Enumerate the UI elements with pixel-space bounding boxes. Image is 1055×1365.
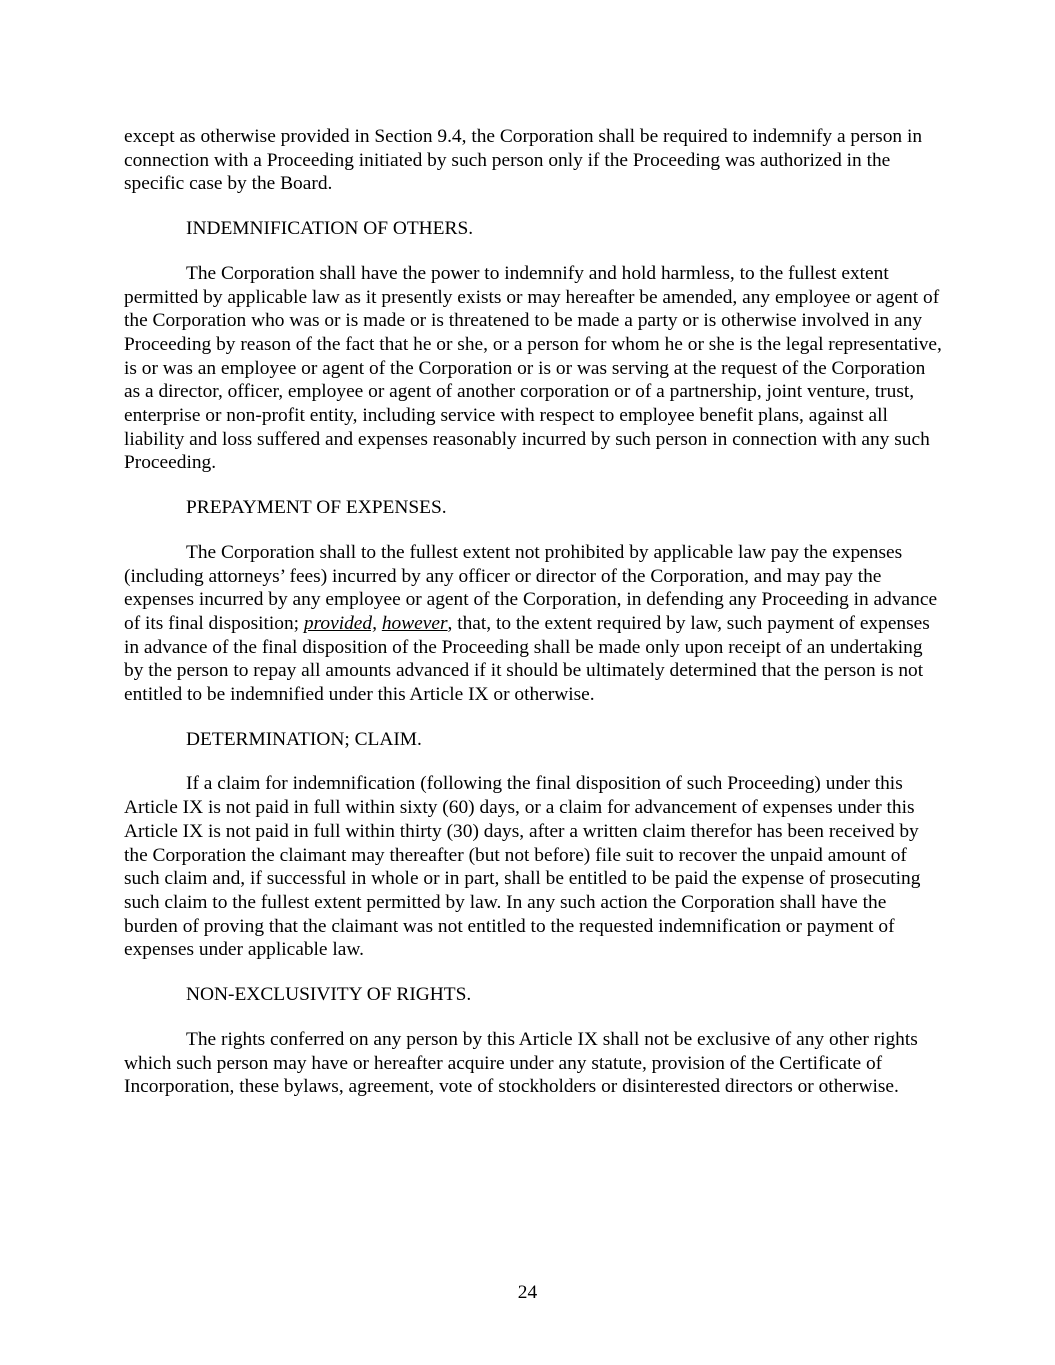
prepayment-text-part1: The Corporation shall to the fullest extent not prohibited by applicable law pay the expenses (including attorneys’ fees) incurred by any officer or director of the Corporation, and may pay the expenses incurred by any employee or agent of the Corporation, in defending any Proceeding in advance of its final disposition; [124, 541, 938, 634]
document-page [124, 125, 944, 1120]
page-number: 24 [517, 1282, 538, 1303]
paragraph-determination-claim: If a claim for indemnification (following the final disposition of such Proceeding) under this Article IX is not paid in full within sixty (60) days, or a claim for advancement of expenses under this Article IX is not paid in full within thirty (30) days, after a written claim therefor has been received by the Corporation the claimant may thereafter (but not before) file suit to recover the unpaid amount of such claim and, if successful in whole or in part, shall be entitled to be paid the expense of prosecuting such claim to the fullest extent permitted by law. In any such action the Corporation shall have the burden of proving that the claimant was not entitled to the requested indemnification or payment of expenses under applicable law. [124, 773, 921, 961]
paragraph-non-exclusivity-of-rights: The rights conferred on any person by this Article IX shall not be exclusive of any other rights which such person may have or hereafter acquire under any statute, provision of the Certificate of Incorporation, these bylaws, agreement, vote of stockholders or disinterested directors or otherwise. [124, 1028, 918, 1098]
heading-non-exclusivity-of-rights: NON-EXCLUSIVITY OF RIGHTS. [186, 984, 472, 1006]
paragraph-indemnification-of-others: The Corporation shall have the power to indemnify and hold harmless, to the fullest extent permitted by applicable law as it presently exists or may hereafter be amended, any employee or agent of the Corporation who was or is made or is threatened to be made a party or is otherwise involved in any Proceeding by reason of the fact that he or she, or a person for whom he or she is the legal representative, is or was an employee or agent of the Corporation or is or was serving at the request of the Corporation as a director, officer, employee or agent of another corporation or of a partnership, joint venture, trust, enterprise or non-profit entity, including service with respect to employee benefit plans, against all liability and loss suffered and expenses reasonably incurred by such person in connection with any such Proceeding. [124, 262, 942, 474]
paragraph-prepayment-of-expenses [124, 541, 944, 707]
heading-indemnification-of-others: INDEMNIFICATION OF OTHERS. [186, 218, 474, 240]
intro-paragraph: except as otherwise provided in Section 9.4, the Corporation shall be required to indemnify a person in connection with a Proceeding initiated by such person only if the Proceeding was authorized in the specific case by the Board. [124, 126, 923, 195]
heading-determination-claim: DETERMINATION; CLAIM. [186, 728, 422, 750]
however-emphasis: however [381, 612, 448, 634]
provided-emphasis: provided, [303, 612, 377, 634]
heading-prepayment-of-expenses: PREPAYMENT OF EXPENSES. [186, 497, 447, 519]
prepayment-text-part2: , that, to the extent required by law, such payment of expenses in advance of the final disposition of the Proceeding shall be made only upon receipt of an undertaking by the person to repay all amounts advanced if it should be ultimately determined that the person is not entitled to be indemnified under this Article IX or otherwise. [124, 612, 930, 706]
